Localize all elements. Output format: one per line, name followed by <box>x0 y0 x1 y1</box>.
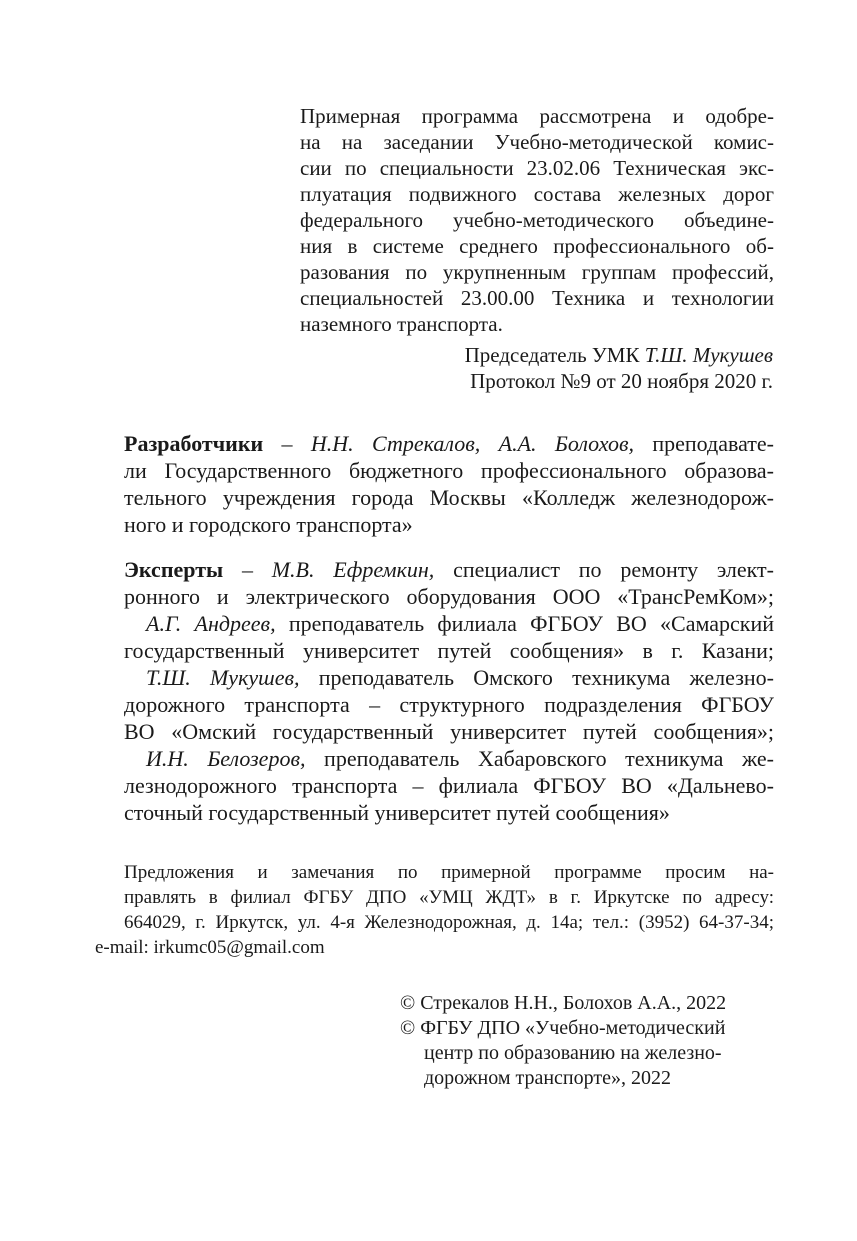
expert-line: лезнодорожного транспорта – филиала ФГБОУ ВО «Дальнево- <box>124 773 774 798</box>
notes-line: правлять в филиал ФГБУ ДПО «УМЦ ЖДТ» в г. Иркутске по адресу: <box>124 887 774 908</box>
expert-line: государственный университет путей сообщения» в г. Казани; <box>124 638 774 663</box>
expert-text: преподаватель Хабаровского техникума же- <box>305 746 774 771</box>
email-line: e-mail: irkumc05@gmail.com <box>95 937 325 958</box>
authors-line <box>124 430 774 457</box>
expert-name: М.В. Ефремкин, <box>271 557 435 582</box>
approval-line: федерального учебно-методического объедине- <box>300 208 774 232</box>
copyright-line: дорожном транспорте», 2022 <box>424 1067 671 1089</box>
authors-line: ли Государственного бюджетного профессионального образова- <box>124 458 774 483</box>
dash: – <box>223 557 272 582</box>
expert-line: ронного и электрического оборудования ООО «ТрансРемКом»; <box>124 584 774 609</box>
expert-text: преподаватель Омского техникума железно- <box>299 665 774 690</box>
copyright-line: © ФГБУ ДПО «Учебно-методический <box>400 1017 726 1039</box>
approval-line: специальностей 23.00.00 Техника и технологии <box>300 286 774 310</box>
expert-name: Т.Ш. Мукушев, <box>146 665 300 690</box>
authors-line: тельного учреждения города Москвы «Колледж железнодорож- <box>124 485 774 510</box>
approval-line: разования по укрупненным группам профессий, <box>300 260 774 284</box>
notes-line: Предложения и замечания по примерной программе просим на- <box>124 862 774 883</box>
approval-line: плуатация подвижного состава железных дорог <box>300 182 774 206</box>
approval-line: на на заседании Учебно-методической комис- <box>300 130 774 154</box>
authors-heading: Разработчики <box>124 431 264 456</box>
authors-names: Н.Н. Стрекалов, А.А. Болохов, <box>310 431 635 456</box>
chair-signature <box>465 342 773 368</box>
dash: – <box>263 431 311 456</box>
authors-text: преподавате- <box>634 431 775 456</box>
authors-line: ного и городского транспорта» <box>124 512 413 537</box>
approval-line: сии по специальности 23.02.06 Техническая экс- <box>300 156 774 180</box>
copyright-line: © Стрекалов Н.Н., Болохов А.А., 2022 <box>400 992 727 1014</box>
expert-text: специалист по ремонту элект- <box>434 557 775 582</box>
expert-text: преподаватель филиала ФГБОУ ВО «Самарский <box>275 611 774 636</box>
expert-line: ВО «Омский государственный университет путей сообщения»; <box>124 719 774 744</box>
expert-line <box>124 556 774 583</box>
chair-label: Председатель УМК <box>464 343 640 367</box>
approval-line: Примерная программа рассмотрена и одобре- <box>300 104 774 128</box>
expert-name: А.Г. Андреев, <box>146 611 276 636</box>
approval-line: ния в системе среднего профессионального об- <box>300 234 774 258</box>
expert-line <box>146 610 774 637</box>
notes-line: 664029, г. Иркутск, ул. 4-я Железнодорожная, д. 14а; тел.: (3952) 64-37-34; <box>124 912 774 933</box>
chair-name: Т.Ш. Мукушев <box>644 343 773 367</box>
experts-heading: Эксперты <box>124 557 224 582</box>
expert-name: И.Н. Белозеров, <box>146 746 306 771</box>
expert-line <box>146 664 774 691</box>
copyright-line: центр по образованию на железно- <box>424 1042 722 1064</box>
expert-line: дорожного транспорта – структурного подразделения ФГБОУ <box>124 692 774 717</box>
expert-line: сточный государственный университет путей сообщения» <box>124 800 670 825</box>
expert-line <box>146 745 774 772</box>
approval-line: наземного транспорта. <box>300 312 503 336</box>
protocol-line: Протокол №9 от 20 ноября 2020 г. <box>470 369 773 393</box>
